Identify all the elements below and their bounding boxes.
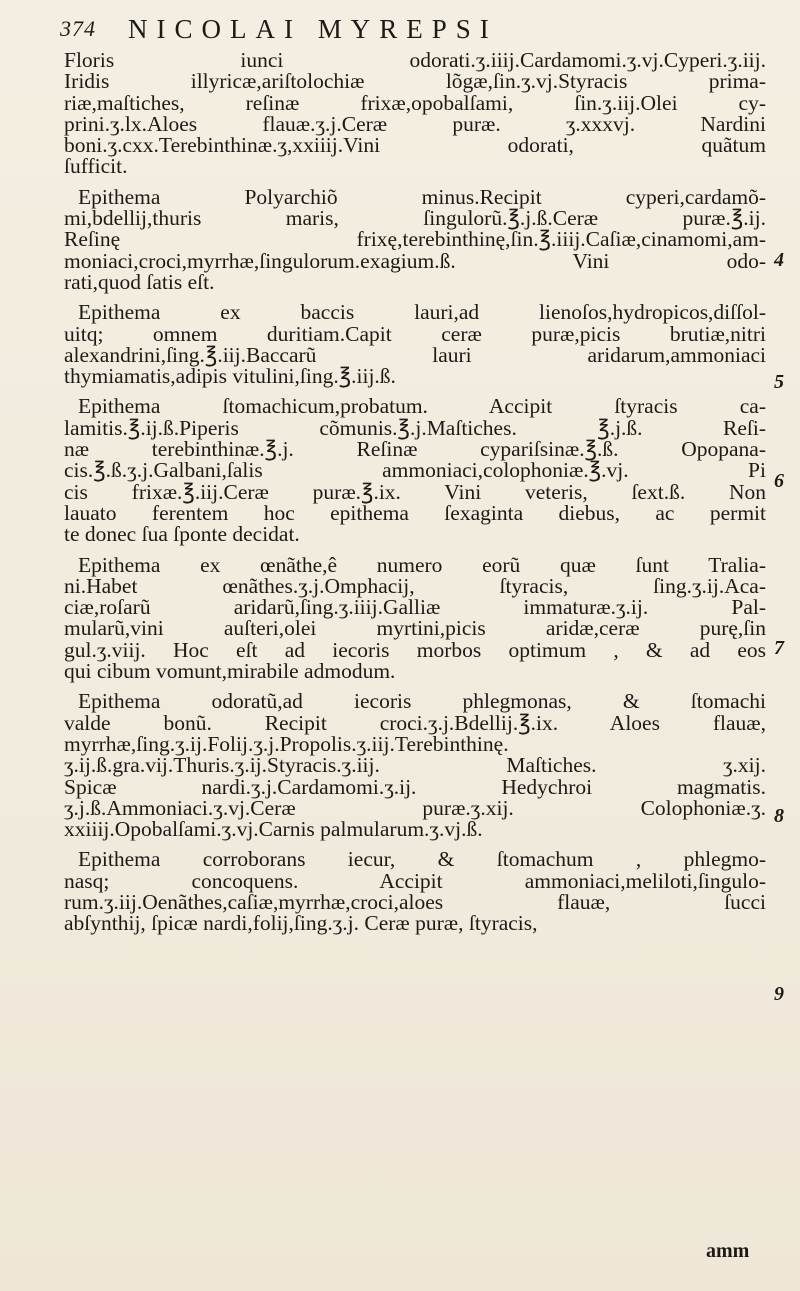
text-line: rati,quod ſatis eſt. — [64, 269, 215, 294]
text-line: moniaci,croci,myrrhæ,ſingulorum.exagium.ß. Vini odo- — [64, 248, 766, 273]
text-line: Epithema ſtomachicum,probatum. Accipit ſtyracis ca- — [78, 394, 766, 419]
text-line: qui cibum vomunt,mirabile admodum. — [64, 659, 396, 684]
text-line: uitq; omnem duritiam.Capit ceræ puræ,picis brutiæ,nitri — [64, 321, 766, 346]
paragraph — [64, 396, 766, 545]
margin-number: 4 — [774, 249, 784, 271]
text-line: ʒ.ij.ß.gra.vij.Thuris.ʒ.ij.Styracis.ʒ.iij. Maſtiches. ʒ.xij. — [64, 753, 766, 778]
text-line: Epithema ex baccis lauri,ad lienoſos,hydropicos,diſſol- — [78, 300, 766, 325]
text-line: riæ,maſtiches, reſinæ frixæ,opobalſami, ſin.ʒ.iij.Olei cy- — [64, 90, 766, 115]
text-line: mularũ,vini auſteri,olei myrtini,picis aridæ,ceræ purę,ſin — [64, 616, 766, 641]
text-line: Epithema ex œnãthe,ê numero eorũ quæ ſunt Tralia- — [78, 552, 766, 577]
paragraph — [64, 691, 766, 840]
text-line: valde bonũ. Recipit croci.ʒ.j.Bdellij.℥.ix. Aloes flauæ, — [64, 710, 766, 735]
text-line: Epithema corroborans iecur, & ſtomachum , phlegmo- — [78, 847, 766, 872]
text-line: xxiiij.Opobalſami.ʒ.vj.Carnis palmularum.ʒ.vj.ß. — [64, 817, 483, 842]
text-line: gul.ʒ.viij. Hoc eſt ad iecoris morbos optimum , & ad eos — [64, 637, 766, 662]
text-line: ni.Habet œnãthes.ʒ.j.Omphacij, ſtyracis, ſing.ʒ.ij.Aca- — [64, 573, 766, 598]
text-line: te donec ſua ſponte decidat. — [64, 522, 300, 547]
text-line: nasq; concoquens. Accipit ammoniaci,meliloti,ſingulo- — [64, 868, 766, 893]
text-line: Reſinę frixę,terebinthinę,ſin.℥.iiij.Caſiæ,cinamomi,am- — [64, 227, 766, 252]
text-line: Epithema Polyarchiõ minus.Recipit cyperi,cardamõ- — [78, 184, 766, 209]
text-line: thymiamatis,adipis vitulini,ſing.℥.iij.ß. — [64, 364, 396, 389]
margin-number: 8 — [774, 805, 784, 827]
text-line: boni.ʒ.cxx.Terebinthinæ.ʒ,xxiiij.Vini odorati, quãtum — [64, 133, 766, 158]
text-line: næ terebinthinæ.℥.j. Reſinæ cypariſsinæ.℥.ß. Opopana- — [64, 437, 766, 462]
page-number: 374 — [60, 16, 96, 41]
text-line: Spicæ nardi.ʒ.j.Cardamomi.ʒ.ij. Hedychroi magmatis. — [64, 774, 766, 799]
margin-notes — [774, 0, 798, 1291]
paragraph — [64, 302, 766, 387]
text-line: abſynthij, ſpicæ nardi,folij,ſing.ʒ.j. Ceræ puræ, ſtyracis, — [64, 911, 538, 936]
paragraph — [64, 849, 766, 934]
text-line: ſufficit. — [64, 154, 128, 179]
text-line: Floris iunci odorati.ʒ.iiij.Cardamomi.ʒ.vj.Cyperi.ʒ.iij. — [64, 48, 766, 72]
catchword: amm — [706, 1240, 750, 1262]
paragraph — [64, 184, 766, 294]
running-head: NICOLAI MYREPSI — [128, 14, 498, 44]
text-line: lauato ferentem hoc epithema ſexaginta diebus, ac permit — [64, 500, 766, 525]
body-text — [64, 50, 766, 935]
text-line: ʒ.j.ß.Ammoniaci.ʒ.vj.Ceræ puræ.ʒ.xij. Colophoniæ.ʒ. — [64, 795, 766, 820]
text-line: ciæ,roſarũ aridarũ,ſing.ʒ.iiij.Galliæ immaturæ.ʒ.ij. Pal- — [64, 595, 766, 620]
text-line: Epithema odoratũ,ad iecoris phlegmonas, & ſtomachi — [78, 689, 766, 714]
text-line: prini.ʒ.lx.Aloes flauæ.ʒ.j.Ceræ puræ. ʒ.xxxvj. Nardini — [64, 111, 766, 136]
text-line: Iridis illyricæ,ariſtolochiæ lõgæ,ſin.ʒ.vj.Styracis prima- — [64, 69, 766, 94]
text-line: rum.ʒ.iij.Oenãthes,caſiæ,myrrhæ,croci,aloes flauæ, ſucci — [64, 889, 766, 914]
margin-number: 6 — [774, 470, 784, 492]
text-line: cis frixæ.℥.iij.Ceræ puræ.℥.ix. Vini veteris, ſext.ß. Non — [64, 479, 766, 504]
text-line: lamitis.℥.ij.ß.Piperis cõmunis.℥.j.Maſtiches. ℥.j.ß. Reſi- — [64, 415, 766, 440]
margin-number: 9 — [774, 983, 784, 1005]
text-line: myrrhæ,ſing.ʒ.ij.Folij.ʒ.j.Propolis.ʒ.iij.Terebinthinę. — [64, 731, 509, 756]
text-line: cis.℥.ß.ʒ.j.Galbani,ſalis ammoniaci,colophoniæ.℥.vj. Pi — [64, 458, 766, 483]
margin-number: 7 — [774, 637, 784, 659]
paragraph — [64, 50, 766, 178]
paragraph — [64, 552, 766, 684]
text-line: mi,bdellij,thuris maris, ſingulorũ.℥.j.ß.Ceræ puræ.℥.ij. — [64, 206, 766, 231]
text-line: alexandrini,ſing.℥.iij.Baccarũ lauri aridarum,ammoniaci — [64, 342, 766, 367]
margin-number: 5 — [774, 371, 784, 393]
